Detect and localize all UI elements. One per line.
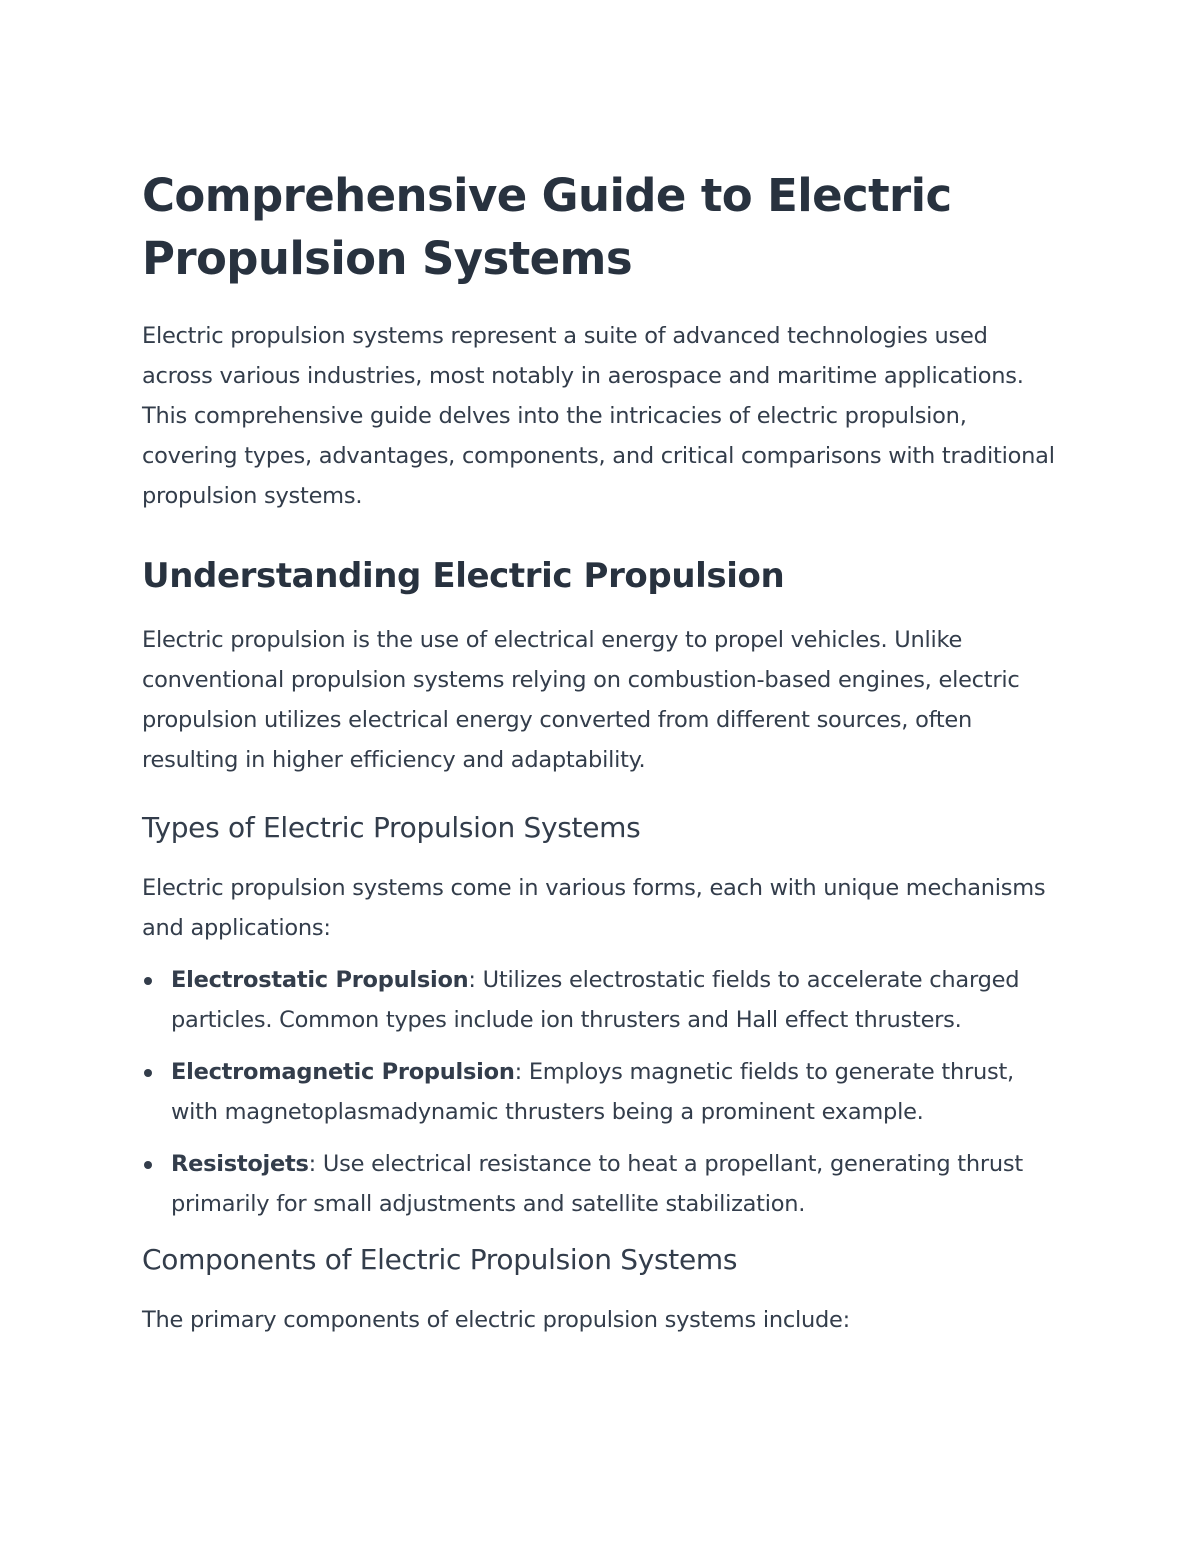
bullet-icon bbox=[144, 1161, 152, 1169]
list-item bbox=[142, 960, 1062, 1040]
bullet-icon bbox=[144, 977, 152, 985]
list-item bbox=[142, 1144, 1062, 1224]
section-heading-components: Components of Electric Propulsion Systems bbox=[142, 1243, 738, 1276]
list-item-desc: : Use electrical resistance to heat a propellant, generating thrust primarily for small adjustments and satellite stabilization. bbox=[171, 1151, 1023, 1217]
list-item-desc: : Employs magnetic fields to generate thrust, with magnetoplasmadynamic thrusters being a prominent example. bbox=[171, 1059, 1014, 1125]
understanding-paragraph: Electric propulsion is the use of electrical energy to propel vehicles. Unlike conventional propulsion systems relying on combustion-based engines, electric propulsion utilizes electrical energy converted from different sources, often resulting in higher efficiency and adaptability. bbox=[142, 627, 1020, 773]
section-heading-understanding: Understanding Electric Propulsion bbox=[142, 556, 785, 596]
document-page bbox=[142, 164, 1062, 1340]
list-item-term: Electromagnetic Propulsion bbox=[171, 1059, 515, 1085]
types-list bbox=[142, 960, 1062, 1224]
bullet-icon bbox=[144, 1069, 152, 1077]
list-item-desc: : Utilizes electrostatic fields to accelerate charged particles. Common types include ion thrusters and Hall effect thrusters. bbox=[171, 967, 1020, 1033]
intro-paragraph: Electric propulsion systems represent a suite of advanced technologies used across various industries, most notably in aerospace and maritime applications. This comprehensive guide delves into the intricacies of electric propulsion, covering types, advantages, components, and critical comparisons with traditional propulsion systems. bbox=[142, 323, 1055, 509]
types-paragraph: Electric propulsion systems come in various forms, each with unique mechanisms and applications: bbox=[142, 875, 1046, 941]
components-paragraph: The primary components of electric propulsion systems include: bbox=[142, 1307, 850, 1333]
list-item-term: Electrostatic Propulsion bbox=[171, 967, 469, 993]
list-item-term: Resistojets bbox=[171, 1151, 309, 1177]
page-title: Comprehensive Guide to Electric Propulsion Systems bbox=[142, 169, 952, 285]
section-heading-types: Types of Electric Propulsion Systems bbox=[142, 811, 641, 844]
list-item bbox=[142, 1052, 1062, 1132]
